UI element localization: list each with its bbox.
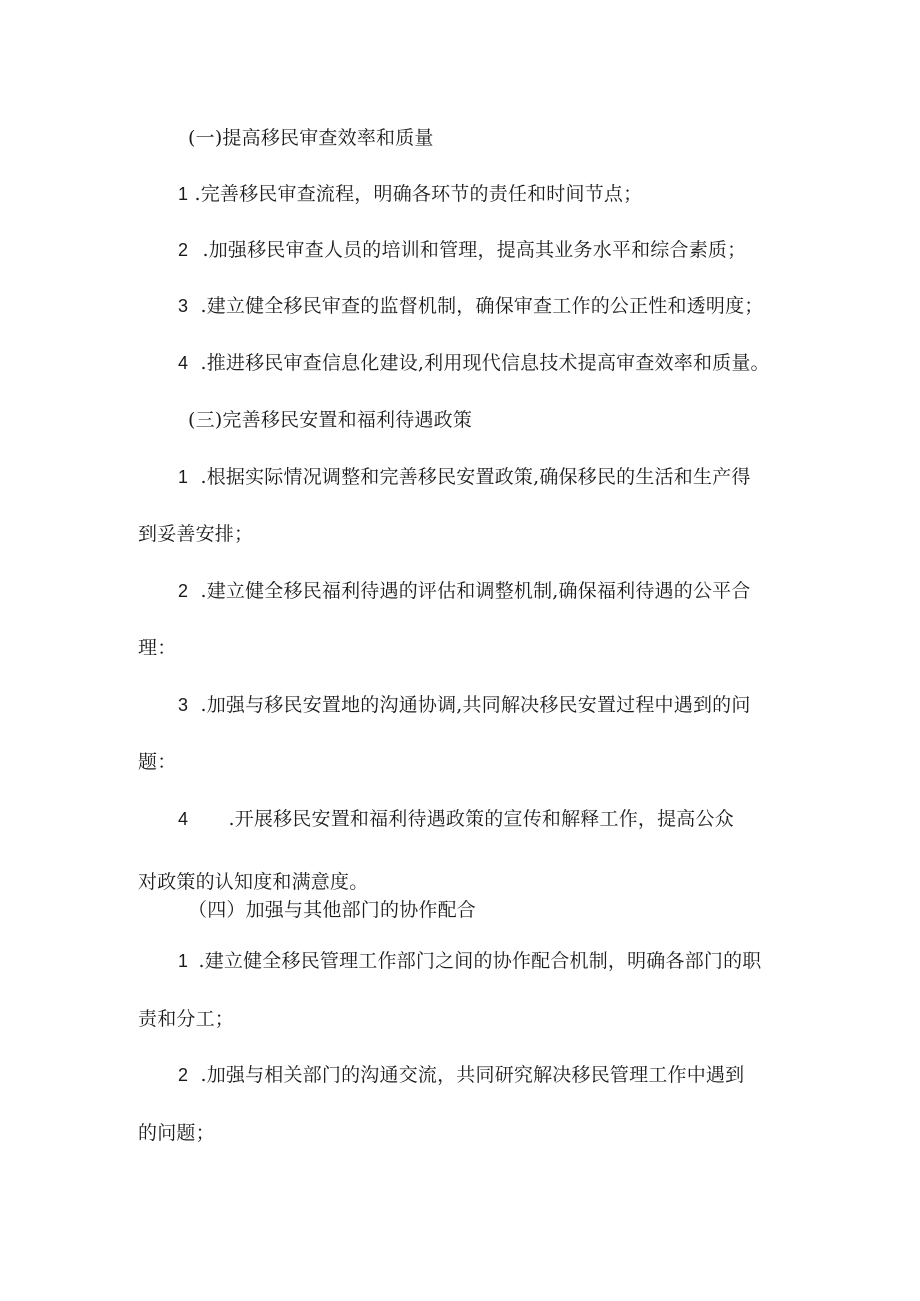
list-item-continuation: [138, 750, 176, 774]
item-text: .建立健全移民管理工作部门之间的协作配合机制，明确各部门的职: [198, 950, 762, 972]
section-heading-text: (三)完善移民安置和福利待遇政策: [188, 409, 473, 431]
list-item: [178, 351, 770, 375]
section-heading: [188, 408, 472, 432]
list-item-continuation: [138, 1121, 215, 1145]
item-text: 到妥善安排；: [138, 523, 254, 545]
item-number: 3: [178, 695, 189, 715]
item-number: 2: [178, 240, 189, 260]
section-heading-text: (一)提高移民审查效率和质量: [188, 127, 434, 149]
item-text: .完善移民审查流程，明确各环节的责任和时间节点；: [194, 183, 643, 205]
item-text: .根据实际情况调整和完善移民安置政策,确保移民的生活和生产得: [200, 466, 751, 488]
item-text: 责和分工；: [138, 1008, 235, 1030]
list-item: [178, 579, 751, 603]
item-number: 2: [178, 581, 189, 601]
section-heading: [188, 898, 476, 922]
list-item: [178, 693, 751, 717]
item-text: 理：: [138, 637, 177, 659]
list-item-continuation: [138, 636, 176, 660]
list-item: [178, 949, 762, 973]
item-text: .推进移民审查信息化建设,利用现代信息技术提高审查效率和质量。: [200, 352, 770, 374]
item-number: 1: [178, 467, 189, 487]
list-item: [178, 1063, 744, 1087]
list-item-continuation: [138, 522, 253, 546]
item-text: .加强移民审查人员的培训和管理，提高其业务水平和综合素质；: [202, 239, 747, 261]
item-number: 4: [178, 809, 189, 829]
item-text: .建立健全移民审查的监督机制，确保审查工作的公正性和透明度；: [200, 295, 764, 317]
item-text: .加强与相关部门的沟通交流，共同研究解决移民管理工作中遇到: [200, 1064, 745, 1086]
item-number: 3: [178, 296, 189, 316]
item-text: .建立健全移民福利待遇的评估和调整机制,确保福利待遇的公平合: [200, 580, 751, 602]
item-text: .开展移民安置和福利待遇政策的宣传和解释工作，提高公众: [228, 808, 734, 830]
item-number: 1: [178, 184, 189, 204]
item-text: 对政策的认知度和满意度。: [138, 871, 369, 893]
item-number: 4: [178, 353, 189, 373]
item-text: .加强与移民安置地的沟通协调,共同解决移民安置过程中遇到的问: [200, 694, 751, 716]
item-text: 题：: [138, 751, 177, 773]
list-item: [178, 807, 734, 831]
item-text: 的问题；: [138, 1122, 215, 1144]
list-item: [178, 182, 642, 206]
section-heading: [188, 126, 434, 150]
list-item-continuation: [138, 1007, 234, 1031]
list-item-continuation: [138, 870, 368, 894]
section-heading-text: （四）加强与其他部门的协作配合: [188, 899, 477, 921]
item-number: 2: [178, 1065, 189, 1085]
list-item: [178, 294, 764, 318]
item-number: 1: [178, 951, 189, 971]
list-item: [178, 238, 746, 262]
list-item: [178, 465, 751, 489]
